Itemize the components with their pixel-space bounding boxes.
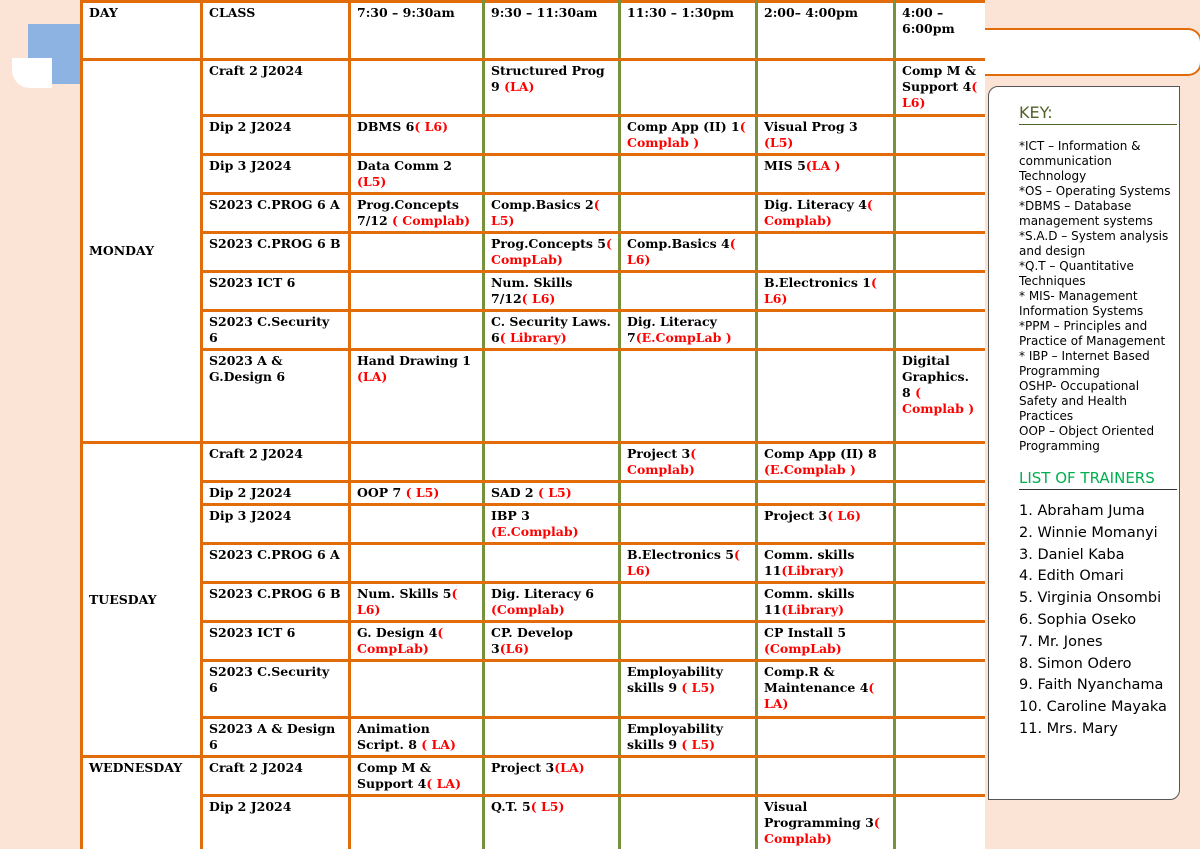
session-cell: [757, 544, 895, 583]
unit-name: Comm. skills 11: [764, 586, 855, 617]
key-item: *PPM – Principles and Practice of Management: [1019, 319, 1166, 348]
session-cell: [484, 155, 620, 194]
session-cell: [757, 60, 895, 116]
session-cell: [895, 155, 986, 194]
table-row: [82, 60, 986, 116]
session-cell: [484, 194, 620, 233]
venue: ( L6): [627, 547, 740, 578]
unit-name: Project 3: [491, 760, 555, 775]
venue: (Library): [781, 602, 845, 617]
venue: (L5): [764, 135, 794, 150]
session-cell: [484, 482, 620, 505]
venue: ( Complab): [764, 815, 880, 846]
key-list: [1019, 139, 1177, 454]
session-cell: [620, 155, 757, 194]
white-decoration: [12, 58, 52, 88]
class-cell: S2023 ICT 6: [202, 622, 350, 661]
venue: (Library): [781, 563, 845, 578]
session-cell: [350, 482, 484, 505]
trainer-item: 7. Mr. Jones: [1019, 633, 1103, 650]
session-cell: [895, 796, 986, 849]
session-cell: [620, 482, 757, 505]
session-cell: [350, 350, 484, 443]
unit-name: IBP 3: [491, 508, 530, 523]
unit-name: B.Electronics 5: [627, 547, 734, 562]
table-row: [82, 194, 986, 233]
session-cell: [620, 757, 757, 796]
timetable-grid: [80, 0, 985, 849]
class-cell: S2023 C.PROG 6 B: [202, 583, 350, 622]
unit-name: Digital Graphics. 8: [902, 353, 969, 400]
venue: (LA): [554, 760, 585, 775]
table-row: [82, 482, 986, 505]
session-cell: [620, 622, 757, 661]
venue: (LA ): [805, 158, 841, 173]
session-cell: [895, 443, 986, 482]
session-cell: [350, 233, 484, 272]
venue: (CompLab): [764, 641, 842, 656]
venue: ( L6): [521, 291, 556, 306]
class-cell: S2023 A & Design 6: [202, 718, 350, 757]
session-cell: [757, 443, 895, 482]
class-cell: S2023 ICT 6: [202, 272, 350, 311]
class-cell: S2023 C.Security 6: [202, 311, 350, 350]
session-cell: [757, 311, 895, 350]
unit-name: Structured Prog 9: [491, 63, 605, 94]
venue: ( L5): [537, 485, 572, 500]
unit-name: MIS 5: [764, 158, 806, 173]
class-cell: Dip 3 J2024: [202, 505, 350, 544]
session-cell: [757, 622, 895, 661]
session-cell: [484, 622, 620, 661]
table-row: [82, 583, 986, 622]
session-cell: [757, 194, 895, 233]
trainer-item: 9. Faith Nyanchama: [1019, 677, 1164, 694]
unit-name: Comm. skills 11: [764, 547, 855, 578]
unit-name: B.Electronics 1: [764, 275, 871, 290]
unit-name: CP Install 5: [764, 625, 847, 640]
unit-name: Dig. Literacy 6: [491, 586, 594, 601]
session-cell: [484, 544, 620, 583]
unit-name: Project 3: [764, 508, 828, 523]
unit-name: Prog.Concepts 5: [491, 236, 606, 251]
trainer-item: 6. Sophia Oseko: [1019, 611, 1137, 628]
trainer-item: 10. Caroline Mayaka: [1019, 699, 1167, 716]
session-cell: [484, 718, 620, 757]
key-item: *Q.T – Quantitative Techniques: [1019, 259, 1134, 288]
class-cell: S2023 C.PROG 6 A: [202, 194, 350, 233]
class-cell: Dip 2 J2024: [202, 116, 350, 155]
session-cell: [620, 116, 757, 155]
session-cell: [620, 60, 757, 116]
table-row: [82, 796, 986, 849]
venue: ( L6): [902, 79, 978, 110]
session-cell: [895, 60, 986, 116]
header-slot-2: 9:30 – 11:30am: [484, 2, 620, 60]
header-slot-3: 11:30 – 1:30pm: [620, 2, 757, 60]
venue: ( LA): [421, 737, 456, 752]
session-cell: [757, 757, 895, 796]
venue: ( L5): [681, 680, 716, 695]
timetable: [80, 0, 985, 849]
session-cell: [484, 116, 620, 155]
session-cell: [484, 60, 620, 116]
venue: (LA): [357, 369, 388, 384]
key-item: OOP – Object Oriented Programming: [1019, 424, 1155, 453]
session-cell: [895, 544, 986, 583]
header-banner: [980, 28, 1200, 76]
unit-name: Comp App (II) 1: [627, 119, 740, 134]
table-row: [82, 661, 986, 718]
venue: ( L6): [627, 236, 736, 267]
session-cell: [895, 194, 986, 233]
session-cell: [350, 505, 484, 544]
venue: ( Complab): [764, 197, 873, 228]
session-cell: [757, 350, 895, 443]
class-cell: S2023 A & G.Design 6: [202, 350, 350, 443]
session-cell: [895, 583, 986, 622]
session-cell: [484, 233, 620, 272]
session-cell: [350, 718, 484, 757]
unit-name: Dig. Literacy 7: [627, 314, 717, 345]
venue: ( Complab): [392, 213, 471, 228]
unit-name: Dig. Literacy 4: [764, 197, 867, 212]
session-cell: [620, 311, 757, 350]
venue: (Complab): [491, 602, 565, 617]
day-wednesday: WEDNESDAY: [82, 757, 202, 849]
unit-name: Comp.R & Maintenance 4: [764, 664, 869, 695]
session-cell: [484, 311, 620, 350]
unit-name: Animation Script. 8: [357, 721, 430, 752]
table-row: [82, 544, 986, 583]
unit-name: Hand Drawing 1: [357, 353, 472, 368]
session-cell: [895, 661, 986, 718]
session-cell: [484, 272, 620, 311]
table-row: [82, 718, 986, 757]
session-cell: [350, 796, 484, 849]
unit-name: Comp.Basics 4: [627, 236, 730, 251]
trainer-item: 1. Abraham Juma: [1019, 503, 1145, 519]
table-row: [82, 350, 986, 443]
venue: ( Complab): [627, 446, 697, 477]
session-cell: [350, 311, 484, 350]
session-cell: [895, 116, 986, 155]
unit-name: Employability skills 9: [627, 664, 723, 695]
session-cell: [484, 583, 620, 622]
unit-name: Employability skills 9: [627, 721, 723, 752]
header-slot-1: 7:30 – 9:30am: [350, 2, 484, 60]
header-day: DAY: [82, 2, 202, 60]
venue: ( CompLab): [357, 625, 444, 656]
key-item: OSHP- Occupational Safety and Health Practices: [1019, 379, 1140, 423]
venue: ( L6): [357, 586, 458, 617]
header-slot-4: 2:00– 4:00pm: [757, 2, 895, 60]
key-item: *ICT – Information & communication Technology: [1019, 139, 1141, 183]
class-cell: Craft 2 J2024: [202, 443, 350, 482]
key-item: * IBP – Internet Based Programming: [1019, 349, 1150, 378]
key-item: * MIS- Management Information Systems: [1019, 289, 1144, 318]
session-cell: [620, 661, 757, 718]
session-cell: [350, 272, 484, 311]
unit-name: Data Comm 2: [357, 158, 452, 173]
unit-name: Q.T. 5: [491, 799, 531, 814]
day-monday: MONDAY: [82, 60, 202, 443]
session-cell: [350, 757, 484, 796]
session-cell: [757, 116, 895, 155]
unit-name: OOP 7: [357, 485, 406, 500]
trainers-divider: [1019, 489, 1177, 490]
session-cell: [620, 544, 757, 583]
session-cell: [350, 583, 484, 622]
venue: ( L5): [491, 197, 600, 228]
session-cell: [620, 194, 757, 233]
session-cell: [484, 505, 620, 544]
table-row: [82, 155, 986, 194]
trainer-item: 3. Daniel Kaba: [1019, 546, 1125, 563]
trainer-item: 11. Mrs. Mary: [1019, 720, 1118, 737]
unit-name: DBMS 6: [357, 119, 415, 134]
table-row: [82, 443, 986, 482]
venue: (L6): [499, 641, 530, 656]
class-cell: Dip 2 J2024: [202, 482, 350, 505]
class-cell: S2023 C.PROG 6 B: [202, 233, 350, 272]
session-cell: [757, 796, 895, 849]
session-cell: [350, 60, 484, 116]
key-title: KEY:: [1019, 103, 1053, 122]
session-cell: [484, 443, 620, 482]
header-class: CLASS: [202, 2, 350, 60]
session-cell: [350, 194, 484, 233]
venue: ( L6): [414, 119, 448, 134]
session-cell: [895, 233, 986, 272]
unit-name: Comp App (II) 8: [764, 446, 877, 461]
class-cell: Dip 2 J2024: [202, 796, 350, 849]
trainer-item: 2. Winnie Momanyi: [1019, 524, 1158, 541]
session-cell: [620, 505, 757, 544]
session-cell: [895, 350, 986, 443]
session-cell: [757, 505, 895, 544]
unit-name: Comp.Basics 2: [491, 197, 594, 212]
session-cell: [350, 544, 484, 583]
session-cell: [757, 272, 895, 311]
session-cell: [620, 443, 757, 482]
venue: (E.Complab ): [764, 462, 856, 477]
session-cell: [620, 718, 757, 757]
venue: ( Complab ): [627, 119, 746, 150]
class-cell: Craft 2 J2024: [202, 60, 350, 116]
session-cell: [620, 350, 757, 443]
unit-name: Visual Programming 3: [764, 799, 874, 830]
venue: ( LA): [426, 776, 462, 791]
trainers-title: LIST OF TRAINERS: [1019, 469, 1155, 487]
class-cell: Craft 2 J2024: [202, 757, 350, 796]
unit-name: SAD 2: [491, 485, 538, 500]
table-row: [82, 622, 986, 661]
venue: ( Complab ): [902, 385, 975, 416]
venue: (L5): [357, 174, 387, 189]
table-row: [82, 272, 986, 311]
session-cell: [350, 661, 484, 718]
unit-name: Visual Prog 3: [764, 119, 858, 134]
key-item: *OS – Operating Systems: [1019, 184, 1171, 198]
session-cell: [757, 661, 895, 718]
session-cell: [484, 757, 620, 796]
unit-name: CP. Develop 3: [491, 625, 573, 656]
class-cell: S2023 C.PROG 6 A: [202, 544, 350, 583]
unit-name: Prog.Concepts 7/12: [357, 197, 459, 228]
session-cell: [350, 155, 484, 194]
unit-name: G. Design 4: [357, 625, 438, 640]
venue: (E.CompLab ): [635, 330, 732, 345]
session-cell: [895, 718, 986, 757]
venue: (E.Complab): [491, 524, 579, 539]
unit-name: Num. Skills 7/12: [491, 275, 573, 306]
key-divider: [1019, 124, 1177, 125]
venue: ( L6): [764, 275, 877, 306]
header-slot-5: 4:00 – 6:00pm: [895, 2, 986, 60]
table-row: [82, 233, 986, 272]
session-cell: [757, 583, 895, 622]
key-item: *S.A.D – System analysis and design: [1019, 229, 1169, 258]
venue: ( Library): [499, 330, 567, 345]
trainer-item: 8. Simon Odero: [1019, 655, 1132, 672]
venue: ( L6): [827, 508, 861, 523]
session-cell: [895, 272, 986, 311]
key-panel: [988, 86, 1180, 800]
class-cell: Dip 3 J2024: [202, 155, 350, 194]
session-cell: [620, 583, 757, 622]
venue: ( CompLab): [491, 236, 612, 267]
table-row: [82, 757, 986, 796]
session-cell: [484, 796, 620, 849]
session-cell: [757, 482, 895, 505]
session-cell: [620, 233, 757, 272]
key-item: *DBMS – Database management systems: [1019, 199, 1153, 228]
session-cell: [620, 796, 757, 849]
unit-name: Comp M & Support 4: [902, 63, 977, 94]
trainers-list: [1019, 501, 1177, 741]
venue: (LA): [504, 79, 535, 94]
session-cell: [895, 505, 986, 544]
session-cell: [895, 622, 986, 661]
session-cell: [757, 233, 895, 272]
table-row: [82, 505, 986, 544]
session-cell: [350, 116, 484, 155]
table-row: [82, 116, 986, 155]
day-tuesday: TUESDAY: [82, 443, 202, 757]
venue: ( LA): [764, 680, 875, 711]
session-cell: [484, 350, 620, 443]
session-cell: [350, 443, 484, 482]
session-cell: [350, 622, 484, 661]
header-row: [82, 2, 986, 60]
session-cell: [620, 272, 757, 311]
trainer-item: 4. Edith Omari: [1019, 568, 1124, 585]
trainer-item: 5. Virginia Onsombi: [1019, 590, 1162, 607]
venue: ( L5): [681, 737, 716, 752]
venue: ( L5): [530, 799, 565, 814]
unit-name: C. Security Laws. 6: [491, 314, 611, 345]
table-row: [82, 311, 986, 350]
session-cell: [895, 482, 986, 505]
unit-name: Project 3: [627, 446, 691, 461]
session-cell: [757, 718, 895, 757]
session-cell: [484, 661, 620, 718]
session-cell: [895, 311, 986, 350]
session-cell: [757, 155, 895, 194]
venue: ( L5): [405, 485, 440, 500]
unit-name: Comp M & Support 4: [357, 760, 432, 791]
unit-name: Num. Skills 5: [357, 586, 452, 601]
session-cell: [895, 757, 986, 796]
class-cell: S2023 C.Security 6: [202, 661, 350, 718]
